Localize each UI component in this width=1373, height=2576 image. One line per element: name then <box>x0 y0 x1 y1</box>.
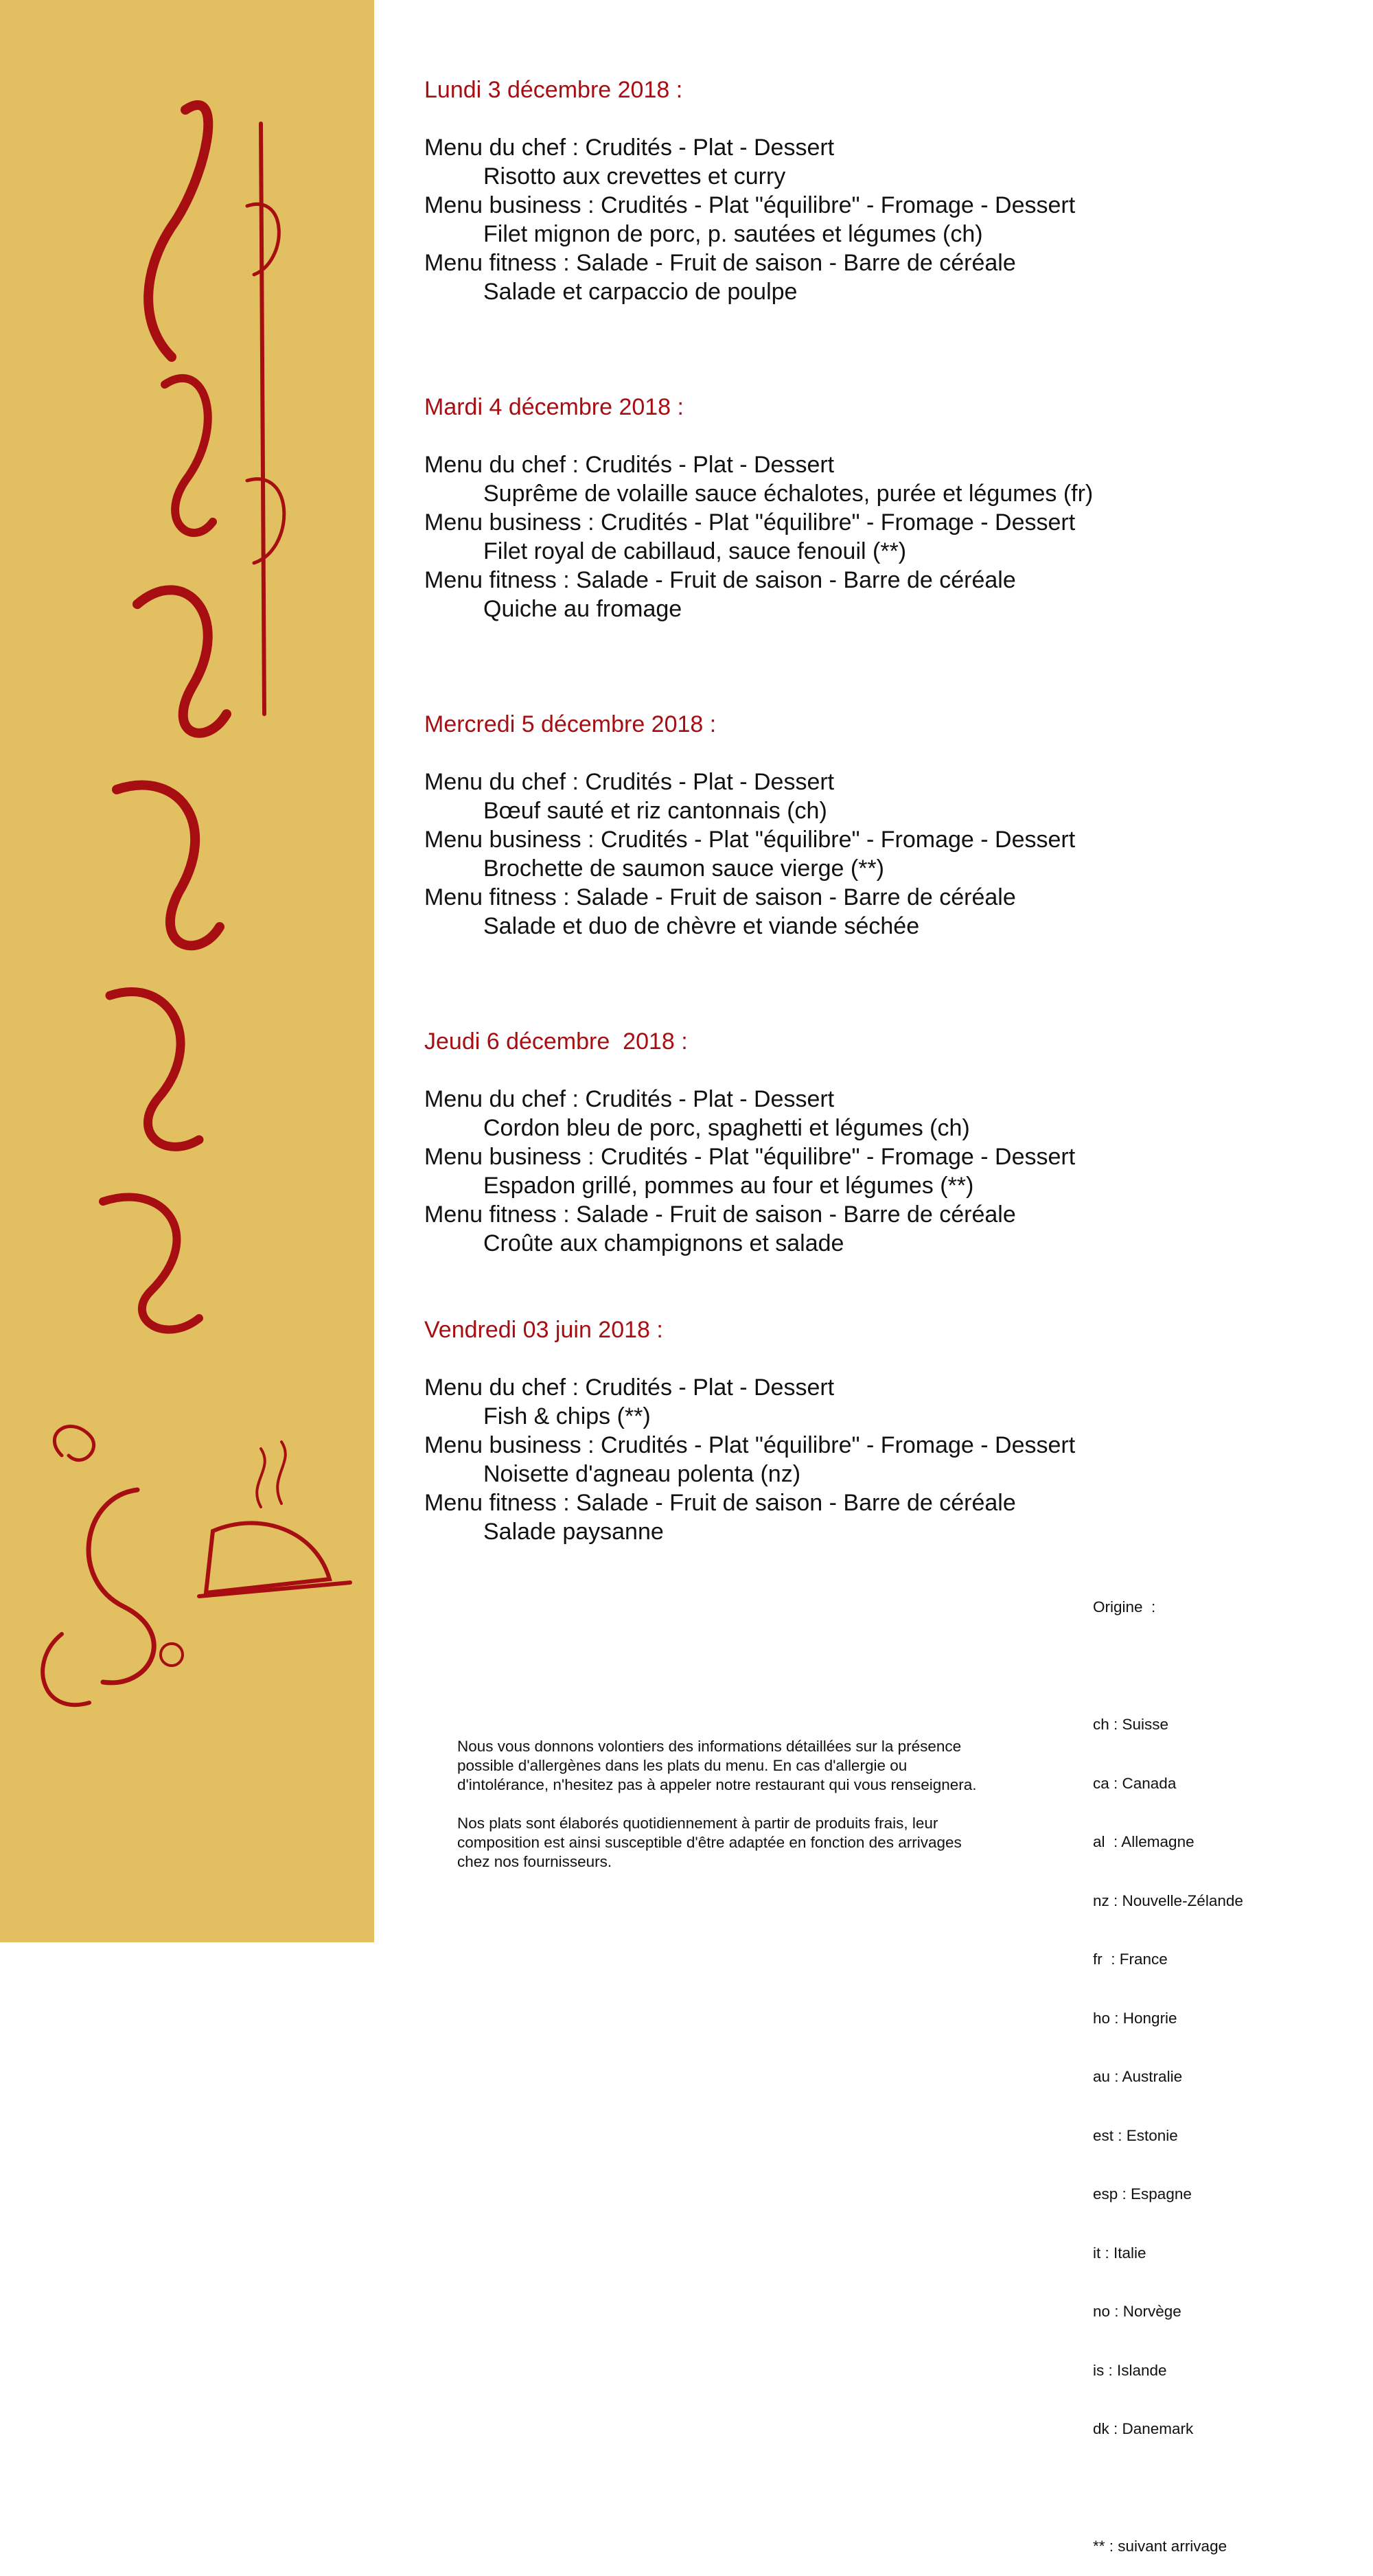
day-title: Vendredi 03 juin 2018 : <box>424 1317 663 1343</box>
day-section <box>424 1315 1337 1546</box>
origin-item: est : Estonie <box>1093 2126 1178 2144</box>
menu-label: Menu du chef : Crudités - Plat - Dessert <box>424 452 835 478</box>
day-title: Lundi 3 décembre 2018 : <box>424 77 683 103</box>
menu-dish: Quiche au fromage <box>483 596 682 622</box>
origin-item: ca : Canada <box>1093 1774 1177 1792</box>
day-title: Jeudi 6 décembre 2018 : <box>424 1028 688 1055</box>
menu-label: Menu business : Crudités - Plat "équilibre" - Fromage - Dessert <box>424 827 1076 853</box>
day-section <box>424 710 1337 1027</box>
menu-dish: Croûte aux champignons et salade <box>483 1230 844 1256</box>
origin-item: is : Islande <box>1093 2361 1167 2379</box>
physalis-logo <box>0 0 374 1942</box>
allergen-note <box>457 1737 993 1891</box>
day-title: Mardi 4 décembre 2018 : <box>424 394 684 420</box>
menu-dish: Suprême de volaille sauce échalotes, purée et légumes (fr) <box>483 481 1094 507</box>
origin-item: ho : Hongrie <box>1093 2009 1177 2027</box>
menu-label: Menu fitness : Salade - Fruit de saison - Barre de céréale <box>424 250 1016 276</box>
menu-list <box>424 76 1337 1546</box>
menu-label: Menu fitness : Salade - Fruit de saison - Barre de céréale <box>424 567 1016 593</box>
menu-label: Menu du chef : Crudités - Plat - Dessert <box>424 1375 835 1401</box>
day-section <box>424 393 1337 710</box>
origin-item: esp : Espagne <box>1093 2185 1192 2203</box>
origin-item: al : Allemagne <box>1093 1833 1195 1850</box>
menu-dish: Salade et carpaccio de poulpe <box>483 279 798 305</box>
origin-item: nz : Nouvelle-Zélande <box>1093 1891 1243 1909</box>
menu-label: Menu fitness : Salade - Fruit de saison - Barre de céréale <box>424 1201 1016 1228</box>
day-section <box>424 76 1337 393</box>
menu-dish: Risotto aux crevettes et curry <box>483 163 786 189</box>
menu-dish: Salade paysanne <box>483 1519 664 1545</box>
menu-dish: Filet mignon de porc, p. sautées et légumes (ch) <box>483 221 983 247</box>
menu-label: Menu fitness : Salade - Fruit de saison - Barre de céréale <box>424 884 1016 910</box>
menu-label: Menu du chef : Crudités - Plat - Dessert <box>424 769 835 795</box>
day-section <box>424 1027 1337 1315</box>
origin-item: ch : Suisse <box>1093 1716 1169 1733</box>
origin-item: dk : Danemark <box>1093 2420 1194 2437</box>
menu-dish: Bœuf sauté et riz cantonnais (ch) <box>483 798 827 824</box>
origin-item: fr : France <box>1093 1951 1168 1968</box>
menu-dish: Brochette de saumon sauce vierge (**) <box>483 855 884 882</box>
menu-dish: Cordon bleu de porc, spaghetti et légumes (ch) <box>483 1115 970 1141</box>
menu-dish: Noisette d'agneau polenta (nz) <box>483 1461 801 1487</box>
menu-label: Menu du chef : Crudités - Plat - Dessert <box>424 135 835 161</box>
origin-title: Origine : <box>1093 1598 1156 1615</box>
menu-dish: Espadon grillé, pommes au four et légumes (**) <box>483 1173 974 1199</box>
origin-legend <box>1093 1559 1361 2576</box>
menu-dish: Filet royal de cabillaud, sauce fenouil (**) <box>483 538 907 564</box>
origin-item: no : Norvège <box>1093 2303 1181 2320</box>
allergen-paragraph: Nous vous donnons volontiers des informations détaillées sur la présence possible d'allergènes dans les plats du menu. En cas d'allergie ou d'intolérance, n'hesitez pas à appeler notre restaurant qui vous renseignera. <box>457 1738 977 1793</box>
day-title: Mercredi 5 décembre 2018 : <box>424 711 717 737</box>
brand-sidebar <box>0 0 374 1942</box>
menu-label: Menu business : Crudités - Plat "équilibre" - Fromage - Dessert <box>424 192 1076 218</box>
menu-label: Menu du chef : Crudités - Plat - Dessert <box>424 1086 835 1112</box>
menu-dish: Fish & chips (**) <box>483 1403 651 1429</box>
origin-item: au : Australie <box>1093 2068 1183 2085</box>
freshness-paragraph: Nos plats sont élaborés quotidiennement à partir de produits frais, leur composition est ainsi susceptible d'être adaptée en fonction des arrivages chez nos fournisseurs. <box>457 1815 962 1870</box>
origin-footnote: ** : suivant arrivage <box>1093 2538 1227 2555</box>
menu-label: Menu business : Crudités - Plat "équilibre" - Fromage - Dessert <box>424 1432 1076 1458</box>
menu-dish: Salade et duo de chèvre et viande séchée <box>483 913 920 939</box>
menu-label: Menu business : Crudités - Plat "équilibre" - Fromage - Dessert <box>424 1144 1076 1170</box>
menu-label: Menu fitness : Salade - Fruit de saison - Barre de céréale <box>424 1490 1016 1516</box>
origin-item: it : Italie <box>1093 2244 1146 2262</box>
menu-label: Menu business : Crudités - Plat "équilibre" - Fromage - Dessert <box>424 509 1076 536</box>
